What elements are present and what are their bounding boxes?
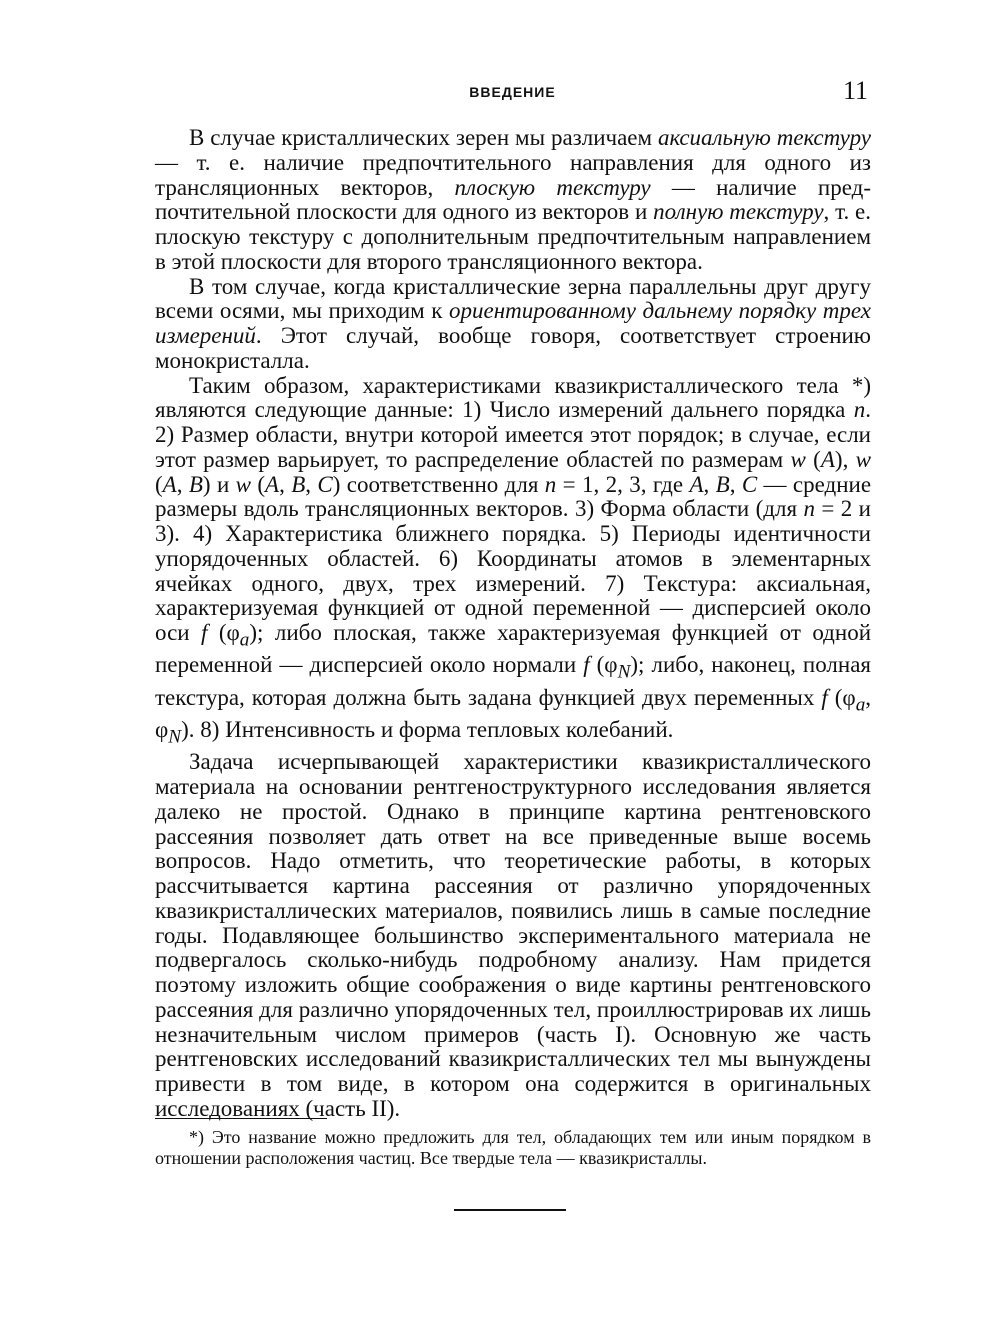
text-segment: A: [689, 471, 704, 497]
text-segment: n: [803, 496, 815, 522]
text-segment: C: [317, 471, 333, 497]
text-segment: (φ: [589, 652, 618, 678]
text-segment: A: [820, 446, 835, 472]
text-segment: — наличие предпочтительной плоскости для одного из векторов и: [155, 174, 872, 225]
text-segment: A: [265, 471, 280, 497]
text-segment: (φ: [827, 684, 856, 710]
text-segment: , φ: [155, 684, 872, 743]
text-segment: a: [239, 629, 250, 651]
text-segment: n: [544, 471, 557, 497]
text-segment: (: [155, 471, 163, 497]
text-segment: f: [201, 620, 208, 645]
text-segment: (: [250, 471, 266, 497]
text-segment: A: [162, 471, 177, 497]
text-segment: ). 8) Интенсивность и форма тепловых колебаний.: [181, 717, 674, 743]
text-segment: плоскую текстуру: [454, 174, 651, 200]
text-segment: ,: [176, 471, 189, 497]
text-segment: B: [291, 471, 306, 497]
text-segment: w: [235, 471, 251, 497]
paragraph-oriented-order: [155, 275, 871, 374]
text-segment: ,: [729, 471, 742, 497]
text-segment: (: [805, 446, 821, 472]
text-segment: ); либо, наконец, полная текстура, которая должна быть задана функцией двух переменных: [155, 652, 872, 710]
text-segment: В случае кристаллических зерен мы различаем: [189, 125, 658, 150]
text-segment: w: [855, 446, 871, 472]
text-segment: , т. е. плоскую текстуру с дополнительным предпочтительным направлением в этой плоскости для второго трансляционного вектора.: [155, 199, 871, 274]
text-segment: = 2 и 3). 4) Характеристика ближнего порядка. 5) Периоды идентичности упорядоченных областей. 6) Координаты атомов в элементарных ячейках одного, двух, трех измерений. 7) Текстура: аксиальная, характеризуемая функцией от одной переменной — дисперсией около оси: [155, 496, 871, 645]
text-segment: ),: [834, 446, 856, 472]
text-segment: N: [617, 661, 631, 683]
text-segment: (φ: [207, 620, 240, 645]
running-title: ВВЕДЕНИЕ: [469, 84, 556, 100]
paragraph-textures: [155, 126, 871, 275]
running-head: [155, 76, 870, 106]
paragraph-characteristics-list: [155, 374, 871, 751]
text-segment: — т. е. наличие предпочтительного направления для одного из трансляционных векторов,: [155, 149, 871, 200]
text-segment: В том случае, когда кристаллические зерна параллельны друг другу всеми осями, мы приходим к: [155, 273, 871, 324]
text-segment: Таким образом, характеристиками квазикристаллического тела *) являются следующие данные: 1) Число измерений дальнего порядка: [155, 372, 871, 423]
text-segment: f: [583, 652, 590, 678]
text-segment: ,: [305, 471, 318, 497]
text-segment: Задача исчерпывающей характеристики квазикристаллического материала на основании рентгеноструктурного исследования является далеко не простой. Однако в принципе картина рентгеновского рассеяния позволяет дать ответ на все приведенные выше восемь вопросов. Надо отметить, что теоретические работы, в которых рассчитывается картина рассеяния от различно упорядоченных квазикристаллических материалов, появились лишь в самые последние годы. Подавляющее большинство экспериментального материала не подвергалось сколько-нибудь подробному анализу. Нам придется поэтому изложить общие соображения о виде картины рентгеновского рассеяния для различно упорядоченных тел, проиллюстрировав их лишь незначительным числом примеров (часть I). Основную же часть рентгеновских исследований квазикристаллических тел мы вынуждены привести в том виде, в котором она содержится в оригинальных исследованиях (часть II).: [155, 749, 871, 1121]
text-segment: ,: [703, 471, 716, 497]
body-text: [155, 126, 871, 1122]
footnote: *) Это название можно предложить для тел, обладающих тем или иным порядком в отношении расположения частиц. Все твердые тела — квазикристаллы.: [155, 1127, 871, 1168]
text-segment: . Этот случай, вообще говоря, соответствует строению монокристалла.: [155, 323, 871, 373]
text-segment: B: [188, 471, 203, 497]
text-segment: B: [715, 471, 730, 497]
text-segment: f: [821, 684, 828, 710]
text-segment: ) и: [202, 471, 236, 497]
text-segment: = 1, 2, 3, где: [556, 471, 690, 497]
footnote-divider: [155, 1118, 327, 1119]
page-number: 11: [842, 76, 868, 105]
end-of-section-rule: [454, 1209, 566, 1211]
text-segment: n: [853, 397, 866, 423]
text-segment: w: [790, 446, 806, 472]
paragraph-task-description: [155, 750, 871, 1121]
text-segment: — средние размеры вдоль трансляционных векторов. 3) Форма области (для: [155, 471, 872, 522]
text-segment: N: [168, 726, 182, 748]
text-segment: . 2) Размер области, внутри которой имеется этот порядок; в случае, если этот размер варьирует, то распределение областей по размерам: [155, 397, 871, 472]
text-segment: a: [855, 694, 866, 716]
text-segment: ) соответственно для: [332, 471, 545, 497]
text-segment: ,: [279, 471, 292, 497]
text-segment: ориентированному дальнему порядку трех измерений: [155, 298, 871, 348]
text-segment: C: [741, 471, 758, 497]
text-segment: полную текстуру: [653, 199, 824, 225]
text-segment: аксиальную текстуру: [657, 125, 871, 150]
text-segment: ); либо плоская, также характеризуемая функцией от одной переменной — дисперсией около нормали: [155, 620, 872, 678]
